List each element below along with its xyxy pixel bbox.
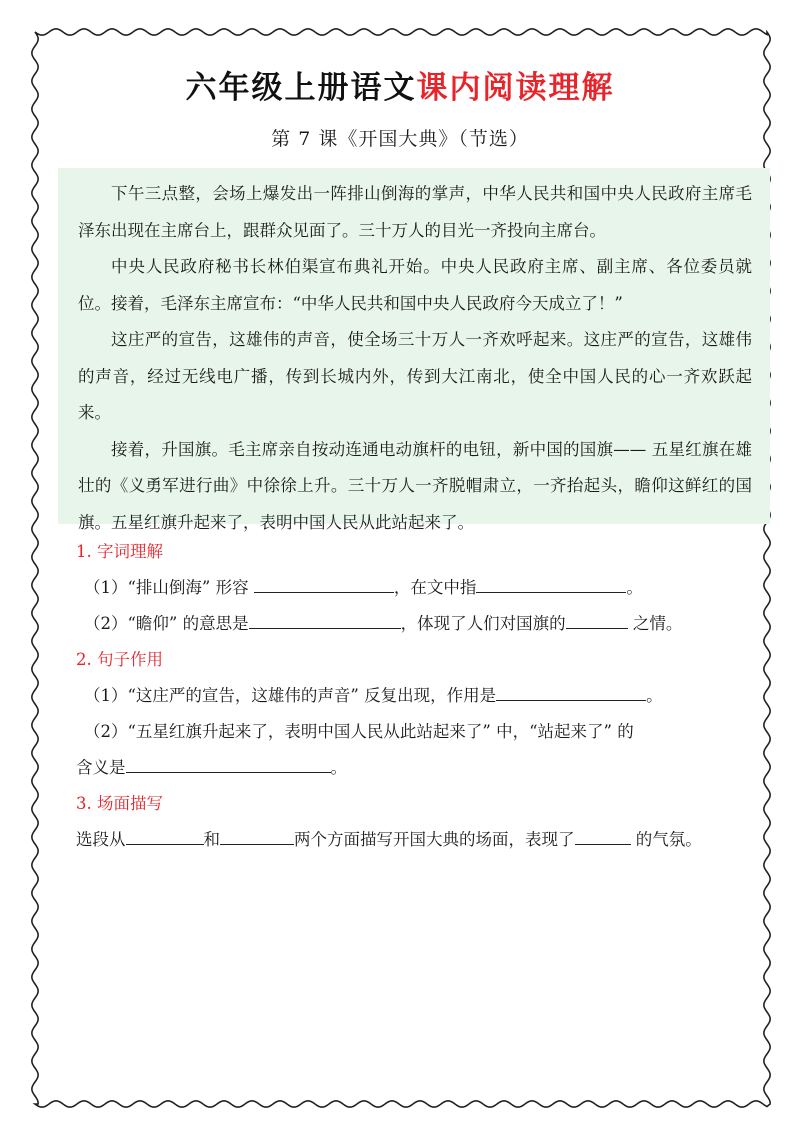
question-text: 和 (203, 830, 220, 849)
question-text: 之情。 (632, 614, 683, 633)
question-text: 。 (330, 758, 347, 777)
question-text: 。 (646, 686, 663, 705)
title-part-red: 课内阅读理解 (416, 70, 615, 106)
passage-paragraph: 接着，升国旗。毛主席亲自按动连通电动旗杆的电钮，新中国的国旗—— 五星红旗在雄壮的《义勇军进行曲》中徐徐上升。三十万人一齐脱帽肃立，一齐抬起头，瞻仰这鲜红的国旗。五星红旗升起来了，表明中国人民从此站起来了。 (78, 439, 752, 532)
question-text: ，体现了人们对国旗的 (400, 614, 566, 633)
question-text: 的气氛。 (635, 830, 702, 849)
question-text: 含义是 (76, 758, 126, 777)
question-text: 。 (626, 578, 643, 597)
answer-blank[interactable] (126, 750, 331, 773)
question-text: （1）“这庄严的宣告，这雄伟的声音” 反复出现，作用是 (84, 686, 497, 705)
question-text: （1）“排山倒海” 形容 (84, 578, 249, 597)
question-text: （2）“瞻仰” 的意思是 (84, 614, 249, 633)
section-title-vocabulary: 1. 字词理解 (76, 542, 163, 561)
question-text: 两个方面描写开国大典的场面，表现了 (294, 830, 575, 849)
answer-blank[interactable] (126, 822, 204, 845)
section-title-scene: 3. 场面描写 (76, 794, 163, 813)
answer-blank[interactable] (254, 570, 394, 593)
section-title-sentence: 2. 句子作用 (76, 650, 163, 669)
answer-blank[interactable] (496, 678, 646, 701)
question-2-2-continued (76, 750, 766, 786)
passage-paragraph: 这庄严的宣告，这雄伟的声音，使全场三十万人一齐欢呼起来。这庄严的宣告，这雄伟的声音，经过无线电广播，传到长城内外，传到大江南北，使全中国人民的心一齐欢跃起来。 (78, 330, 752, 422)
question-text: 选段从 (76, 830, 126, 849)
passage-paragraph: 下午三点整，会场上爆发出一阵排山倒海的掌声，中华人民共和国中央人民政府主席毛泽东出现在主席台上，跟群众见面了。三十万人的目光一齐投向主席台。 (78, 184, 752, 240)
question-3 (76, 822, 766, 858)
title-part-black: 六年级上册语文 (185, 70, 417, 106)
question-2-1 (76, 678, 766, 714)
lesson-subtitle: 第 7 课《开国大典》（节选） (271, 128, 529, 150)
question-1-1 (76, 570, 766, 606)
answer-blank[interactable] (220, 822, 294, 845)
answer-blank[interactable] (566, 606, 628, 629)
question-text: （2）“五星红旗升起来了，表明中国人民从此站起来了” 中，“站起来了” 的 (84, 722, 634, 741)
question-section (76, 534, 766, 858)
page-title (0, 62, 800, 107)
reading-passage (58, 168, 770, 532)
answer-blank[interactable] (575, 822, 631, 845)
question-2-2 (76, 714, 766, 750)
answer-blank[interactable] (249, 606, 401, 629)
question-text: ，在文中指 (393, 578, 477, 597)
answer-blank[interactable] (476, 570, 626, 593)
question-1-2 (76, 606, 766, 642)
passage-paragraph: 中央人民政府秘书长林伯渠宣布典礼开始。中央人民政府主席、副主席、各位委员就位。接着，毛泽东主席宣布：“中华人民共和国中央人民政府今天成立了！” (78, 257, 752, 313)
